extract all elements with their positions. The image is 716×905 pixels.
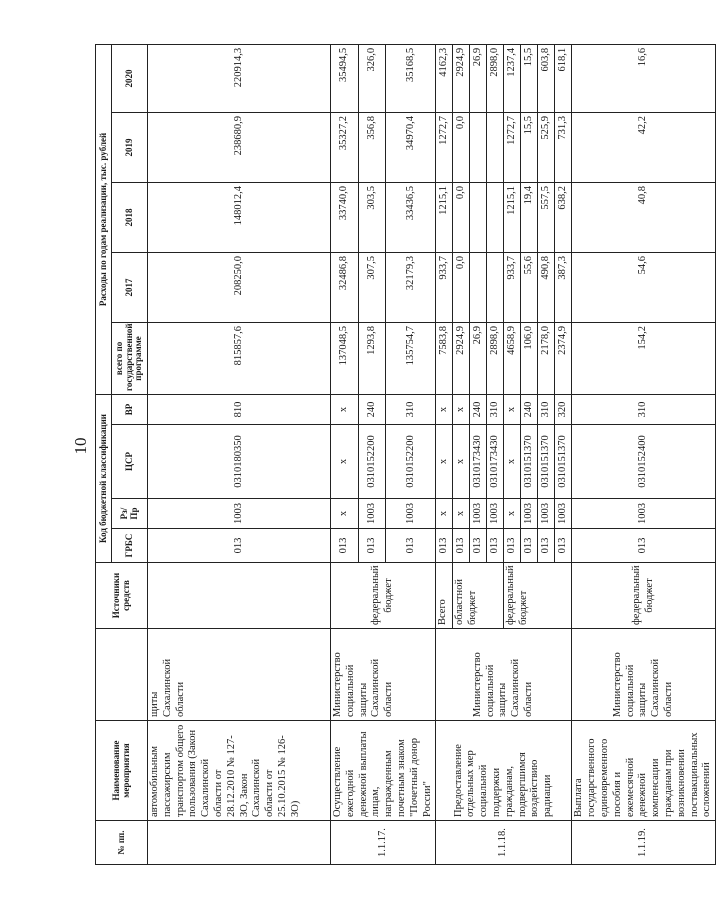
cell-2020: 2898,0 [487, 44, 504, 112]
cell-2019: 42,2 [572, 112, 716, 182]
cell-csr: 0310173430 [487, 425, 504, 499]
expenses-header: Расходы по годам реализации, тыс. рублей [96, 44, 112, 394]
source: федеральный бюджет [504, 563, 572, 629]
row-num: 1.1.17. [331, 821, 436, 865]
cell-2017: 54,6 [572, 252, 716, 322]
cell-csr: 0310180350 [148, 425, 331, 499]
cell-total: 7583,8 [436, 322, 453, 394]
cell-2018: 638,2 [555, 182, 572, 252]
row-num: 1.1.18. [436, 821, 572, 865]
cell-2019: 356,8 [358, 112, 386, 182]
cell-grbs: 013 [504, 529, 521, 563]
program-expenses-table [95, 44, 716, 865]
cell-total: 135754,7 [386, 322, 436, 394]
cell-total: 137048,5 [331, 322, 359, 394]
cell-grbs: 013 [572, 529, 716, 563]
cell-csr: 0310151370 [555, 425, 572, 499]
measure-name: автомобильным пассажирским транспортом общего пользования (Закон Сахалинской области от 28.12.2010 № 127-ЗО, Закон Сахалинской области от 25.10.2015 № 126-ЗО) [148, 721, 331, 821]
cell-rzpr: х [331, 499, 359, 529]
executor: Министерство социальной защиты Сахалинской области [331, 629, 436, 721]
cell-2018: 33436,5 [386, 182, 436, 252]
table-row [572, 44, 716, 864]
cell-2017 [487, 252, 504, 322]
cell-total: 154,2 [572, 322, 716, 394]
cell-2019: 34970,4 [386, 112, 436, 182]
cell-2017: 208250,0 [148, 252, 331, 322]
cell-2018: 1215,1 [436, 182, 453, 252]
col-2020-header: 2020 [112, 44, 148, 112]
cell-vr: 310 [386, 394, 436, 424]
col-2018-header: 2018 [112, 182, 148, 252]
cell-csr: х [331, 425, 359, 499]
cell-total: 2178,0 [538, 322, 555, 394]
cell-2018 [487, 182, 504, 252]
cell-vr: 310 [487, 394, 504, 424]
cell-2018: 0,0 [453, 182, 470, 252]
cell-total: 2924,9 [453, 322, 470, 394]
cell-grbs: 013 [436, 529, 453, 563]
cell-2017: 32179,3 [386, 252, 436, 322]
cell-2018 [470, 182, 487, 252]
measure-name: Выплата государственного единовременного пособия и ежемесячной денежной компенсации гражданам при возникновении поствакцинальных осложнений [572, 721, 716, 821]
cell-2017: 32486,8 [331, 252, 359, 322]
cell-2020: 2924,9 [453, 44, 470, 112]
cell-vr: х [436, 394, 453, 424]
cell-grbs: 013 [487, 529, 504, 563]
cell-csr: 0310173430 [470, 425, 487, 499]
cell-total: 2374,9 [555, 322, 572, 394]
cell-2020: 1237,4 [504, 44, 521, 112]
cell-vr: х [331, 394, 359, 424]
cell-2019: 15,5 [521, 112, 538, 182]
cell-2019: 35327,2 [331, 112, 359, 182]
cell-vr: 240 [470, 394, 487, 424]
col-2019-header: 2019 [112, 112, 148, 182]
rotated-table-sheet [95, 45, 713, 865]
cell-grbs: 013 [521, 529, 538, 563]
cell-csr: 0310151370 [521, 425, 538, 499]
cell-2019: 1272,7 [436, 112, 453, 182]
cell-csr: х [453, 425, 470, 499]
cell-2019: 0,0 [453, 112, 470, 182]
cell-total: 4658,9 [504, 322, 521, 394]
cell-grbs: 013 [555, 529, 572, 563]
cell-2017: 933,7 [504, 252, 521, 322]
cell-2020: 618,1 [555, 44, 572, 112]
cell-2020: 16,6 [572, 44, 716, 112]
cell-2020: 35494,5 [331, 44, 359, 112]
source: федеральный бюджет [331, 563, 436, 629]
cell-2020: 220914,3 [148, 44, 331, 112]
cell-grbs: 013 [453, 529, 470, 563]
col-rzpr-header: Рз/ Пр [112, 499, 148, 529]
cell-rzpr: х [436, 499, 453, 529]
cell-vr: х [453, 394, 470, 424]
cell-total: 106,0 [521, 322, 538, 394]
table-row [331, 44, 359, 864]
cell-2017: 490,8 [538, 252, 555, 322]
cell-rzpr: х [453, 499, 470, 529]
cell-vr: 310 [572, 394, 716, 424]
cell-vr: 240 [358, 394, 386, 424]
cell-2018: 40,8 [572, 182, 716, 252]
table-header [96, 44, 148, 864]
budget-class-header: Код бюджетной классификации [96, 394, 112, 562]
source: областной бюджет [453, 563, 504, 629]
cell-rzpr: 1003 [487, 499, 504, 529]
executor: щиты Сахалинской области [148, 629, 331, 721]
col-source-header: Источники средств [96, 563, 148, 629]
cell-grbs: 013 [470, 529, 487, 563]
cell-2020: 35168,5 [386, 44, 436, 112]
cell-grbs: 013 [331, 529, 359, 563]
cell-2017 [470, 252, 487, 322]
measure-name: Предоставление отдельных мер социальной поддержки гражданам, подвергшимся воздействию радиации [436, 721, 572, 821]
cell-csr: 0310151370 [538, 425, 555, 499]
cell-csr: 0310152400 [572, 425, 716, 499]
cell-vr: 240 [521, 394, 538, 424]
cell-2017: 387,3 [555, 252, 572, 322]
cell-2020: 15,5 [521, 44, 538, 112]
col-num-header: № пп. [96, 821, 148, 865]
cell-rzpr: 1003 [358, 499, 386, 529]
cell-2018: 19,4 [521, 182, 538, 252]
col-2017-header: 2017 [112, 252, 148, 322]
measure-name: Осуществление ежегодной денежной выплаты лицам, награжденным почетным знаком "Почетный донор России" [331, 721, 436, 821]
col-name-header: Наименование мероприятия [96, 721, 148, 821]
cell-total: 26,9 [470, 322, 487, 394]
cell-grbs: 013 [358, 529, 386, 563]
cell-rzpr: 1003 [148, 499, 331, 529]
cell-2019 [470, 112, 487, 182]
cell-csr: х [436, 425, 453, 499]
cell-vr: 810 [148, 394, 331, 424]
row-num [148, 821, 331, 865]
cell-2019 [487, 112, 504, 182]
cell-2017: 933,7 [436, 252, 453, 322]
cell-csr: 0310152200 [358, 425, 386, 499]
cell-rzpr: 1003 [521, 499, 538, 529]
col-grbs-header: ГРБС [112, 529, 148, 563]
row-num: 1.1.19. [572, 821, 716, 865]
cell-total: 1293,8 [358, 322, 386, 394]
cell-2017: 0,0 [453, 252, 470, 322]
cell-2020: 326,0 [358, 44, 386, 112]
cell-2019: 731,3 [555, 112, 572, 182]
source: федеральный бюджет [572, 563, 716, 629]
cell-rzpr: 1003 [572, 499, 716, 529]
cell-2017: 307,5 [358, 252, 386, 322]
executor: Министерство социальной защиты Сахалинской области [572, 629, 716, 721]
cell-total: 815857,6 [148, 322, 331, 394]
page-number: 10 [71, 437, 90, 455]
col-total-header: всего по государственной программе [112, 322, 148, 394]
cell-grbs: 013 [386, 529, 436, 563]
cell-2019: 238680,9 [148, 112, 331, 182]
cell-2018: 148012,4 [148, 182, 331, 252]
source [148, 563, 331, 629]
cell-2018: 1215,1 [504, 182, 521, 252]
cell-grbs: 013 [538, 529, 555, 563]
cell-vr: х [504, 394, 521, 424]
source: Всего [436, 563, 453, 629]
cell-vr: 310 [538, 394, 555, 424]
cell-csr: х [504, 425, 521, 499]
cell-rzpr: 1003 [538, 499, 555, 529]
col-executor-header [96, 629, 148, 721]
cell-rzpr: 1003 [555, 499, 572, 529]
cell-2017: 55,6 [521, 252, 538, 322]
cell-2018: 33740,0 [331, 182, 359, 252]
cell-2020: 4162,3 [436, 44, 453, 112]
table-row [148, 44, 331, 864]
cell-grbs: 013 [148, 529, 331, 563]
cell-total: 2898,0 [487, 322, 504, 394]
cell-vr: 320 [555, 394, 572, 424]
cell-2019: 1272,7 [504, 112, 521, 182]
cell-rzpr: х [504, 499, 521, 529]
cell-2020: 603,8 [538, 44, 555, 112]
table-row [436, 44, 453, 864]
executor: Министерство социальной защиты Сахалинской области [436, 629, 572, 721]
col-csr-header: ЦСР [112, 425, 148, 499]
cell-2019: 525,9 [538, 112, 555, 182]
cell-rzpr: 1003 [470, 499, 487, 529]
col-vr-header: ВР [112, 394, 148, 424]
cell-2020: 26,9 [470, 44, 487, 112]
cell-2018: 557,5 [538, 182, 555, 252]
cell-2018: 303,5 [358, 182, 386, 252]
cell-csr: 0310152200 [386, 425, 436, 499]
cell-rzpr: 1003 [386, 499, 436, 529]
